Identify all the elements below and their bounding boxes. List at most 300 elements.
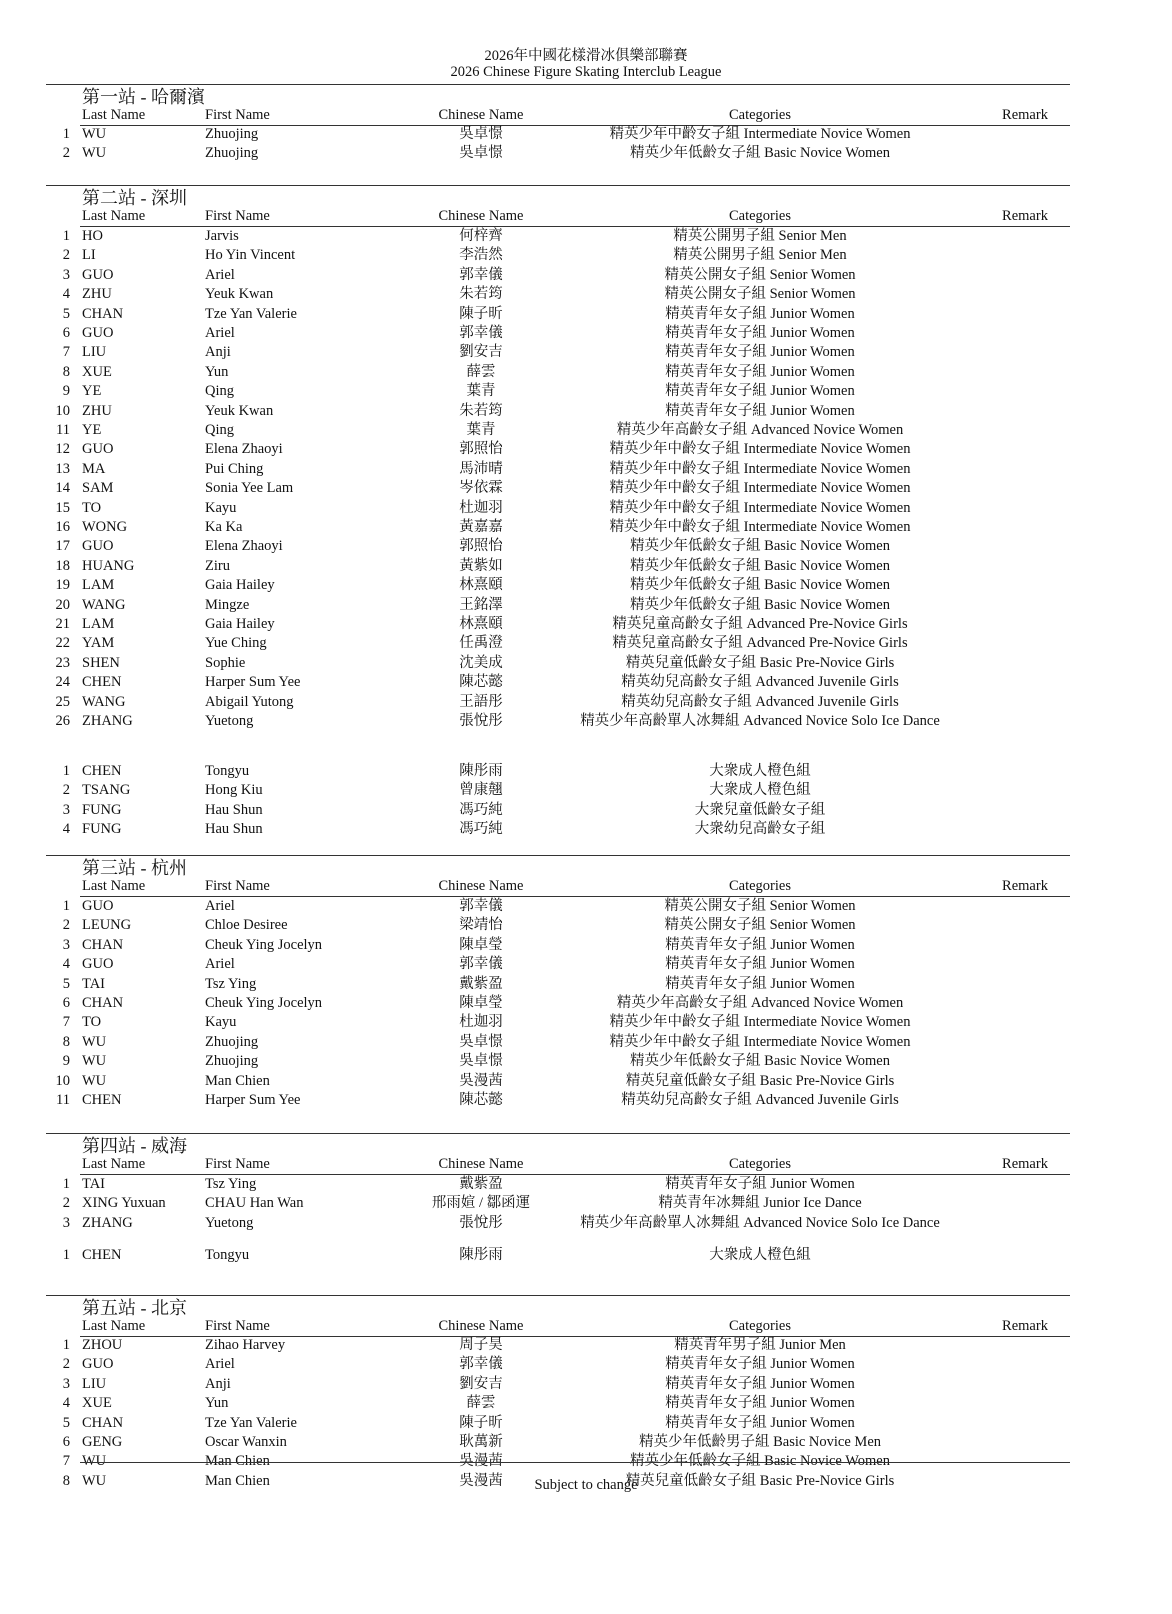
row-number: 2 <box>62 917 70 934</box>
chinese-name: 郭幸儀 <box>459 956 503 973</box>
chinese-name: 葉青 <box>466 422 496 438</box>
first-name: Ka Ka <box>205 519 243 535</box>
last-name: TSANG <box>82 782 131 799</box>
first-name: Chloe Desiree <box>205 917 288 934</box>
category: 精英少年高齡女子組 Advanced Novice Women <box>616 995 904 1011</box>
first-name: Yuetong <box>205 1214 254 1231</box>
table-row <box>0 440 1172 459</box>
chinese-name: 陳彤雨 <box>459 1247 503 1263</box>
first-name: Yeuk Kwan <box>205 402 274 419</box>
first-name: Ziru <box>205 557 230 574</box>
row-number: 10 <box>55 402 70 419</box>
last-name: WU <box>82 1033 107 1050</box>
last-name: WU <box>82 1453 107 1470</box>
chinese-name: 林熹頤 <box>459 616 503 632</box>
last-name: YE <box>82 422 102 438</box>
chinese-name: 張悅彤 <box>459 1214 503 1231</box>
category: 精英公開女子組 Senior Women <box>664 898 856 914</box>
column-header-row <box>0 877 1172 895</box>
chinese-name: 郭幸儀 <box>459 325 503 341</box>
category: 精英青年女子組 Junior Women <box>665 1375 855 1392</box>
column-header-row <box>0 1317 1172 1335</box>
category: 精英少年中齡女子組 Intermediate Novice Women <box>609 126 911 142</box>
table-row <box>0 1091 1172 1110</box>
last-name: TO <box>82 1014 102 1031</box>
chinese-name: 郭幸儀 <box>459 266 503 283</box>
station-title: 第五站 - 北京 <box>82 1298 187 1318</box>
category: 精英青年女子組 Junior Women <box>665 344 855 361</box>
column-remark: Remark <box>1002 208 1048 224</box>
table-row <box>0 1336 1172 1355</box>
table-row <box>0 955 1172 974</box>
station-rule <box>46 185 1070 186</box>
last-name: GUO <box>82 325 114 341</box>
row-number: 6 <box>62 995 70 1011</box>
first-name: Elena Zhaoyi <box>205 441 283 458</box>
chinese-name: 張悅彤 <box>459 713 503 729</box>
last-name: LEUNG <box>82 917 132 934</box>
row-number: 1 <box>62 898 70 914</box>
table-row <box>0 576 1172 595</box>
chinese-name: 馮巧純 <box>459 801 503 818</box>
chinese-name: 吳漫茜 <box>459 1072 503 1089</box>
footer-note: Subject to change <box>534 1477 638 1493</box>
table-row <box>0 324 1172 343</box>
chinese-name: 薛雲 <box>466 363 496 380</box>
row-number: 2 <box>62 247 70 264</box>
category: 精英少年中齡女子組 Intermediate Novice Women <box>609 499 911 516</box>
chinese-name: 岑依霖 <box>459 480 503 497</box>
category: 精英幼兒高齡女子組 Advanced Juvenile Girls <box>621 674 899 691</box>
row-number: 8 <box>62 1472 70 1489</box>
table-row <box>0 1355 1172 1374</box>
chinese-name: 劉安吉 <box>459 1375 503 1392</box>
row-number: 6 <box>62 1434 70 1450</box>
category: 大衆幼兒高齡女子組 <box>694 821 826 838</box>
chinese-name: 杜迦羽 <box>459 1014 503 1031</box>
category: 精英幼兒高齡女子組 Advanced Juvenile Girls <box>621 1092 899 1108</box>
table-row <box>0 266 1172 285</box>
table-row <box>0 781 1172 800</box>
chinese-name: 吳漫茜 <box>459 1472 503 1489</box>
table-row <box>0 615 1172 634</box>
table-row <box>0 820 1172 839</box>
last-name: ZHANG <box>82 1214 133 1231</box>
chinese-name: 陳彤雨 <box>459 763 503 779</box>
category: 精英公開女子組 Senior Women <box>664 917 856 934</box>
last-name: MA <box>82 460 106 477</box>
first-name: Harper Sum Yee <box>205 674 301 691</box>
station-rule <box>46 1133 1070 1134</box>
station-title: 第二站 - 深圳 <box>82 188 187 208</box>
first-name: Ariel <box>205 956 235 973</box>
column-first-name: First Name <box>205 1318 270 1334</box>
table-row <box>0 305 1172 324</box>
last-name: GUO <box>82 538 114 555</box>
row-number: 16 <box>55 519 70 535</box>
table-row <box>0 537 1172 556</box>
table-row <box>0 1013 1172 1032</box>
title-chinese: 2026年中國花樣滑冰俱樂部聯賽 <box>484 48 688 64</box>
row-number: 12 <box>55 441 70 458</box>
column-last-name: Last Name <box>82 208 146 224</box>
last-name: GUO <box>82 266 114 283</box>
first-name: Yun <box>205 363 229 380</box>
first-name: Ho Yin Vincent <box>205 247 296 264</box>
chinese-name: 耿萬新 <box>459 1434 503 1450</box>
table-row <box>0 363 1172 382</box>
table-row <box>0 1072 1172 1091</box>
category: 精英青年冰舞組 Junior Ice Dance <box>658 1195 862 1212</box>
row-number: 1 <box>62 228 70 244</box>
category: 精英公開女子組 Senior Women <box>664 266 856 283</box>
chinese-name: 吳卓憬 <box>459 126 503 142</box>
chinese-name: 朱若筠 <box>459 286 503 303</box>
row-number: 1 <box>62 126 70 142</box>
category: 精英青年女子組 Junior Women <box>665 363 855 380</box>
table-row <box>0 1375 1172 1394</box>
column-categories: Categories <box>728 107 791 123</box>
category: 精英兒童高齡女子組 Advanced Pre-Novice Girls <box>612 635 908 652</box>
last-name: WANG <box>82 693 126 710</box>
chinese-name: 郭照怡 <box>459 538 503 555</box>
chinese-name: 吳卓憬 <box>459 145 503 162</box>
category: 大衆兒童低齡女子組 <box>694 801 826 818</box>
row-number: 25 <box>55 693 70 710</box>
row-number: 4 <box>62 956 70 973</box>
last-name: HO <box>82 228 103 244</box>
table-row <box>0 144 1172 163</box>
category: 精英青年男子組 Junior Men <box>674 1337 846 1353</box>
category: 精英兒童低齡女子組 Basic Pre-Novice Girls <box>625 1472 895 1489</box>
first-name: Ariel <box>205 898 235 914</box>
category: 精英少年高齡單人冰舞組 Advanced Novice Solo Ice Dance <box>580 1214 940 1231</box>
last-name: GUO <box>82 441 114 458</box>
chinese-name: 黃嘉嘉 <box>459 519 503 535</box>
category: 精英少年高齡單人冰舞組 Advanced Novice Solo Ice Dance <box>580 713 940 729</box>
category: 精英少年低齡男子組 Basic Novice Men <box>638 1434 882 1450</box>
row-number: 1 <box>62 1337 70 1353</box>
table-row <box>0 227 1172 246</box>
column-remark: Remark <box>1002 1156 1048 1172</box>
row-number: 20 <box>55 596 70 613</box>
chinese-name: 任禹澄 <box>459 635 503 652</box>
row-number: 5 <box>62 975 70 992</box>
column-chinese-name: Chinese Name <box>438 208 524 224</box>
row-number: 10 <box>55 1072 70 1089</box>
chinese-name: 陳卓瑩 <box>459 995 503 1011</box>
category: 精英少年中齡女子組 Intermediate Novice Women <box>609 519 911 535</box>
first-name: Tsz Ying <box>205 975 257 992</box>
first-name: Kayu <box>205 1014 237 1031</box>
last-name: CHAN <box>82 995 124 1011</box>
row-number: 1 <box>62 763 70 779</box>
row-number: 9 <box>62 1053 70 1070</box>
column-categories: Categories <box>728 1156 791 1172</box>
column-remark: Remark <box>1002 1318 1048 1334</box>
column-first-name: First Name <box>205 1156 270 1172</box>
column-header-row <box>0 1155 1172 1173</box>
table-row <box>0 460 1172 479</box>
chinese-name: 陳卓瑩 <box>459 936 503 953</box>
chinese-name: 梁靖怡 <box>459 917 503 934</box>
first-name: Hau Shun <box>205 821 263 838</box>
station-rule <box>46 1295 1070 1296</box>
last-name: GUO <box>82 956 114 973</box>
column-header-row <box>0 207 1172 225</box>
row-number: 19 <box>55 577 70 594</box>
table-row <box>0 801 1172 820</box>
row-number: 17 <box>55 538 70 555</box>
first-name: Tongyu <box>205 1247 250 1263</box>
first-name: Man Chien <box>205 1472 270 1489</box>
table-row <box>0 1246 1172 1265</box>
last-name: LAM <box>82 577 115 594</box>
last-name: YE <box>82 383 102 400</box>
table-row <box>0 382 1172 401</box>
table-row <box>0 693 1172 712</box>
category: 精英青年女子組 Junior Women <box>665 1414 855 1431</box>
title-english: 2026 Chinese Figure Skating Interclub League <box>450 64 722 80</box>
category: 精英青年女子組 Junior Women <box>665 1395 855 1412</box>
category: 精英兒童低齡女子組 Basic Pre-Novice Girls <box>625 654 895 671</box>
category: 精英兒童低齡女子組 Basic Pre-Novice Girls <box>625 1072 895 1089</box>
table-row <box>0 762 1172 781</box>
last-name: CHEN <box>82 674 122 691</box>
last-name: ZHU <box>82 402 112 419</box>
table-row <box>0 246 1172 265</box>
category: 精英公開男子組 Senior Men <box>673 247 847 264</box>
chinese-name: 吳卓憬 <box>459 1033 503 1050</box>
last-name: LIU <box>82 344 107 361</box>
table-row <box>0 125 1172 144</box>
table-row <box>0 1394 1172 1413</box>
row-number: 23 <box>55 654 70 671</box>
category: 精英青年女子組 Junior Women <box>665 956 855 973</box>
row-number: 22 <box>55 635 70 652</box>
row-number: 3 <box>62 1214 70 1231</box>
column-chinese-name: Chinese Name <box>438 107 524 123</box>
last-name: WU <box>82 1053 107 1070</box>
table-row <box>0 596 1172 615</box>
row-number: 7 <box>62 1453 70 1470</box>
last-name: WU <box>82 126 107 142</box>
table-row <box>0 673 1172 692</box>
column-header-row <box>0 106 1172 124</box>
station-rule <box>46 855 1070 856</box>
last-name: WU <box>82 1472 107 1489</box>
row-number: 6 <box>62 325 70 341</box>
table-row <box>0 1175 1172 1194</box>
chinese-name: 王語彤 <box>459 693 503 710</box>
chinese-name: 朱若筠 <box>459 402 503 419</box>
last-name: XUE <box>82 1395 112 1412</box>
category: 精英少年低齡女子組 Basic Novice Women <box>630 538 890 555</box>
row-number: 9 <box>62 383 70 400</box>
category: 大衆成人橙色組 <box>709 782 811 799</box>
first-name: Harper Sum Yee <box>205 1092 301 1108</box>
column-first-name: First Name <box>205 208 270 224</box>
first-name: Anji <box>205 1375 231 1392</box>
category: 精英少年中齡女子組 Intermediate Novice Women <box>609 1014 911 1031</box>
category: 精英青年女子組 Junior Women <box>665 1176 855 1192</box>
table-row <box>0 1033 1172 1052</box>
first-name: Jarvis <box>205 228 239 244</box>
last-name: WU <box>82 1072 107 1089</box>
first-name: Man Chien <box>205 1453 270 1470</box>
category: 精英兒童高齡女子組 Advanced Pre-Novice Girls <box>612 616 908 632</box>
first-name: Elena Zhaoyi <box>205 538 283 555</box>
column-first-name: First Name <box>205 107 270 123</box>
column-last-name: Last Name <box>82 878 146 894</box>
column-remark: Remark <box>1002 107 1048 123</box>
chinese-name: 陳芯懿 <box>459 674 503 691</box>
chinese-name: 郭幸儀 <box>459 898 503 914</box>
row-number: 24 <box>55 674 70 691</box>
last-name: CHAN <box>82 1414 124 1431</box>
category: 精英公開女子組 Senior Women <box>664 286 856 303</box>
first-name: Zhuojing <box>205 145 259 162</box>
station-title: 第一站 - 哈爾濱 <box>82 87 205 107</box>
first-name: Qing <box>205 422 234 438</box>
category: 精英少年高齡女子組 Advanced Novice Women <box>616 422 904 438</box>
row-number: 2 <box>62 1356 70 1373</box>
table-row <box>0 557 1172 576</box>
row-number: 4 <box>62 1395 70 1412</box>
chinese-name: 葉青 <box>466 383 496 400</box>
chinese-name: 戴紫盈 <box>459 1176 503 1192</box>
last-name: ZHANG <box>82 713 133 729</box>
row-number: 4 <box>62 286 70 303</box>
table-row <box>0 1414 1172 1433</box>
column-categories: Categories <box>728 208 791 224</box>
category: 精英青年女子組 Junior Women <box>665 325 855 341</box>
first-name: Kayu <box>205 499 237 516</box>
table-row <box>0 421 1172 440</box>
last-name: GUO <box>82 1356 114 1373</box>
category: 精英少年中齡女子組 Intermediate Novice Women <box>609 480 911 497</box>
category: 精英少年低齡女子組 Basic Novice Women <box>630 145 890 162</box>
first-name: Qing <box>205 383 234 400</box>
first-name: Zihao Harvey <box>205 1337 286 1353</box>
first-name: Tongyu <box>205 763 250 779</box>
station-title: 第三站 - 杭州 <box>82 858 187 878</box>
category: 精英少年低齡女子組 Basic Novice Women <box>630 577 890 594</box>
chinese-name: 周子昊 <box>459 1337 503 1353</box>
station-title: 第四站 - 威海 <box>82 1136 187 1156</box>
row-number: 11 <box>56 422 70 438</box>
first-name: Mingze <box>205 596 250 613</box>
first-name: Zhuojing <box>205 1053 259 1070</box>
chinese-name: 郭照怡 <box>459 441 503 458</box>
last-name: WU <box>82 145 107 162</box>
row-number: 8 <box>62 1033 70 1050</box>
last-name: GENG <box>82 1434 123 1450</box>
last-name: WANG <box>82 596 126 613</box>
category: 精英公開男子組 Senior Men <box>673 228 847 244</box>
chinese-name: 吳漫茜 <box>459 1453 503 1470</box>
column-categories: Categories <box>728 878 791 894</box>
category: 精英少年低齡女子組 Basic Novice Women <box>630 596 890 613</box>
row-number: 2 <box>62 145 70 162</box>
last-name: SAM <box>82 480 114 497</box>
table-row <box>0 975 1172 994</box>
first-name: Ariel <box>205 325 235 341</box>
table-row <box>0 518 1172 537</box>
row-number: 7 <box>62 344 70 361</box>
table-row <box>0 712 1172 731</box>
table-row <box>0 402 1172 421</box>
category: 精英少年低齡女子組 Basic Novice Women <box>630 1453 890 1470</box>
last-name: CHEN <box>82 1092 122 1108</box>
column-remark: Remark <box>1002 878 1048 894</box>
last-name: CHAN <box>82 305 124 322</box>
last-name: CHAN <box>82 936 124 953</box>
last-name: TAI <box>82 975 105 992</box>
row-number: 3 <box>62 801 70 818</box>
category: 精英青年女子組 Junior Women <box>665 936 855 953</box>
chinese-name: 邢雨媗 / 鄒函運 <box>431 1195 531 1212</box>
last-name: ZHU <box>82 286 112 303</box>
first-name: Yue Ching <box>205 635 267 652</box>
document-header <box>0 48 1172 80</box>
table-row <box>0 343 1172 362</box>
table-row <box>0 1214 1172 1233</box>
first-name: Gaia Hailey <box>205 577 275 594</box>
first-name: Cheuk Ying Jocelyn <box>205 995 323 1011</box>
first-name: Man Chien <box>205 1072 270 1089</box>
table-row <box>0 936 1172 955</box>
category: 精英青年女子組 Junior Women <box>665 402 855 419</box>
column-chinese-name: Chinese Name <box>438 1318 524 1334</box>
row-number: 26 <box>55 713 70 729</box>
first-name: Gaia Hailey <box>205 616 275 632</box>
first-name: Sonia Yee Lam <box>205 480 294 497</box>
first-name: Cheuk Ying Jocelyn <box>205 936 323 953</box>
first-name: Yeuk Kwan <box>205 286 274 303</box>
column-chinese-name: Chinese Name <box>438 878 524 894</box>
row-number: 14 <box>55 480 70 497</box>
end-rule <box>80 1462 1070 1463</box>
first-name: Sophie <box>205 654 246 671</box>
chinese-name: 吳卓憬 <box>459 1053 503 1070</box>
last-name: LI <box>82 247 96 264</box>
chinese-name: 郭幸儀 <box>459 1356 503 1373</box>
chinese-name: 王銘澤 <box>459 596 503 613</box>
table-row <box>0 994 1172 1013</box>
table-row <box>0 479 1172 498</box>
first-name: Hau Shun <box>205 801 263 818</box>
category: 精英幼兒高齡女子組 Advanced Juvenile Girls <box>621 693 899 710</box>
row-number: 4 <box>62 821 70 838</box>
chinese-name: 馮巧純 <box>459 821 503 838</box>
column-categories: Categories <box>728 1318 791 1334</box>
last-name: CHEN <box>82 1247 122 1263</box>
last-name: TO <box>82 499 102 516</box>
column-last-name: Last Name <box>82 1156 146 1172</box>
chinese-name: 馬沛晴 <box>459 460 503 477</box>
last-name: TAI <box>82 1176 105 1192</box>
table-row <box>0 1052 1172 1071</box>
category: 精英少年低齡女子組 Basic Novice Women <box>630 557 890 574</box>
table-row <box>0 916 1172 935</box>
chinese-name: 林熹頤 <box>459 577 503 594</box>
station-rule <box>46 84 1070 85</box>
row-number: 3 <box>62 266 70 283</box>
last-name: XUE <box>82 363 112 380</box>
last-name: FUNG <box>82 801 122 818</box>
first-name: Zhuojing <box>205 126 259 142</box>
